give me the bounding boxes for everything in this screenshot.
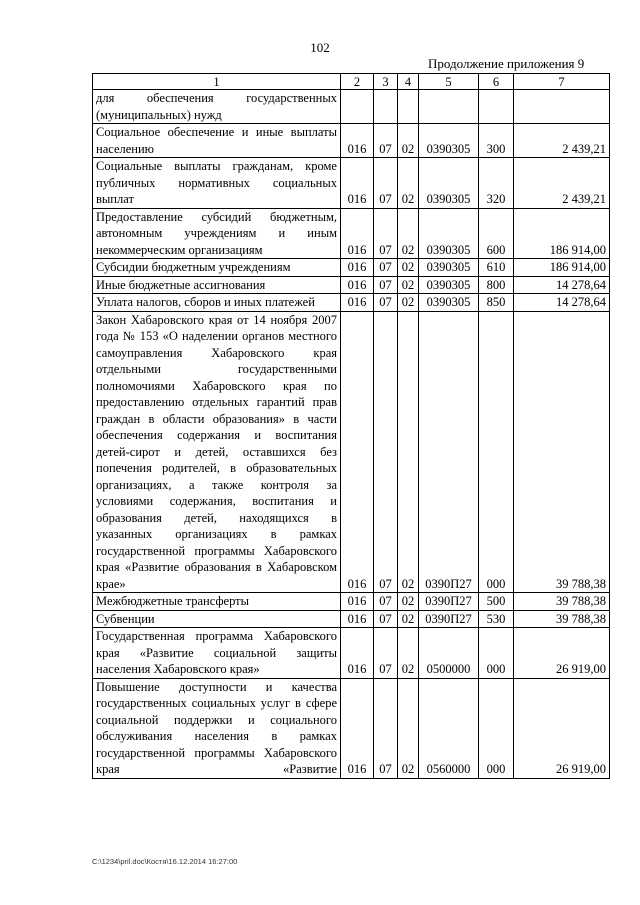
row-amount: 186 914,00 (514, 259, 610, 277)
header-col-3: 3 (374, 74, 398, 90)
table-row (93, 124, 610, 158)
table-row (93, 158, 610, 209)
row-section-code: 07 (374, 294, 398, 312)
row-subsection-code: 02 (398, 259, 419, 277)
row-subsection-code: 02 (398, 124, 419, 158)
row-section-code: 07 (374, 678, 398, 778)
row-target-article: 0390305 (419, 259, 479, 277)
row-subsection-code: 02 (398, 158, 419, 209)
row-section-code: 07 (374, 208, 398, 259)
row-ministry-code: 016 (341, 158, 374, 209)
row-description: Государственная программа Хабаровского края «Развитие социальной защиты населения Хабаровского края» (93, 628, 341, 679)
row-expense-type: 320 (479, 158, 514, 209)
budget-table (92, 73, 610, 779)
row-ministry-code: 016 (341, 311, 374, 593)
header-col-5: 5 (419, 74, 479, 90)
row-target-article: 0390П27 (419, 593, 479, 611)
row-subsection-code: 02 (398, 628, 419, 679)
row-expense-type: 850 (479, 294, 514, 312)
row-target-article: 0390305 (419, 276, 479, 294)
row-expense-type: 300 (479, 124, 514, 158)
row-target-article: 0390305 (419, 158, 479, 209)
row-amount: 26 919,00 (514, 628, 610, 679)
header-col-2: 2 (341, 74, 374, 90)
row-target-article (419, 90, 479, 124)
row-section-code: 07 (374, 158, 398, 209)
row-ministry-code (341, 90, 374, 124)
row-description: Уплата налогов, сборов и иных платежей (93, 294, 341, 312)
row-expense-type: 500 (479, 593, 514, 611)
row-expense-type: 000 (479, 628, 514, 679)
row-expense-type: 000 (479, 311, 514, 593)
row-ministry-code: 016 (341, 276, 374, 294)
row-subsection-code: 02 (398, 610, 419, 628)
row-target-article: 0390305 (419, 208, 479, 259)
row-amount: 26 919,00 (514, 678, 610, 778)
table-row (93, 610, 610, 628)
table-row (93, 259, 610, 277)
row-ministry-code: 016 (341, 208, 374, 259)
row-section-code: 07 (374, 311, 398, 593)
row-description: Предоставление субсидий бюджетным, автономным учреждениям и иным некоммерческим организациям (93, 208, 341, 259)
row-ministry-code: 016 (341, 593, 374, 611)
row-expense-type: 600 (479, 208, 514, 259)
table-row (93, 628, 610, 679)
file-path-footer: C:\1234\pril.doc\Костя\16.12.2014 16:27:00 (92, 857, 238, 866)
row-subsection-code: 02 (398, 593, 419, 611)
row-description: Межбюджетные трансферты (93, 593, 341, 611)
header-col-7: 7 (514, 74, 610, 90)
row-section-code: 07 (374, 593, 398, 611)
row-description: для обеспечения государственных (муниципальных) нужд (93, 90, 341, 124)
row-expense-type: 610 (479, 259, 514, 277)
row-description: Повышение доступности и качества государственных социальных услуг в сфере социальной поддержки и социального обслуживания населения в рамках государственной программы Хабаровского края «Развитие (93, 678, 341, 778)
row-ministry-code: 016 (341, 610, 374, 628)
row-expense-type (479, 90, 514, 124)
row-amount: 39 788,38 (514, 610, 610, 628)
row-amount: 2 439,21 (514, 158, 610, 209)
row-description: Субсидии бюджетным учреждениям (93, 259, 341, 277)
row-target-article: 0390305 (419, 124, 479, 158)
row-section-code: 07 (374, 259, 398, 277)
row-ministry-code: 016 (341, 294, 374, 312)
header-row (93, 74, 610, 90)
row-amount: 186 914,00 (514, 208, 610, 259)
page-number: 102 (310, 40, 330, 55)
table-row (93, 593, 610, 611)
row-subsection-code: 02 (398, 294, 419, 312)
table-row (93, 294, 610, 312)
appendix-subtitle: Продолжение приложения 9 (428, 56, 585, 71)
row-section-code: 07 (374, 610, 398, 628)
header-col-6: 6 (479, 74, 514, 90)
table-row (93, 311, 610, 593)
row-amount: 39 788,38 (514, 593, 610, 611)
row-section-code: 07 (374, 628, 398, 679)
row-amount: 14 278,64 (514, 294, 610, 312)
row-ministry-code: 016 (341, 628, 374, 679)
row-subsection-code: 02 (398, 276, 419, 294)
row-target-article: 0390П27 (419, 311, 479, 593)
table-row (93, 276, 610, 294)
row-expense-type: 800 (479, 276, 514, 294)
row-subsection-code: 02 (398, 208, 419, 259)
row-description: Субвенции (93, 610, 341, 628)
row-amount: 14 278,64 (514, 276, 610, 294)
row-description: Социальные выплаты гражданам, кроме публичных нормативных социальных выплат (93, 158, 341, 209)
row-target-article: 0500000 (419, 628, 479, 679)
row-subsection-code (398, 90, 419, 124)
row-ministry-code: 016 (341, 124, 374, 158)
row-target-article: 0390305 (419, 294, 479, 312)
table-row (93, 208, 610, 259)
row-ministry-code: 016 (341, 259, 374, 277)
row-target-article: 0390П27 (419, 610, 479, 628)
row-description: Социальное обеспечение и иные выплаты населению (93, 124, 341, 158)
row-section-code: 07 (374, 276, 398, 294)
row-subsection-code: 02 (398, 678, 419, 778)
row-ministry-code: 016 (341, 678, 374, 778)
row-expense-type: 530 (479, 610, 514, 628)
row-description: Закон Хабаровского края от 14 ноября 2007 года № 153 «О наделении органов местного самоуправления Хабаровского края отдельными государственными полномочиями Хабаровского края по предоставлению отдельных гарантий прав граждан в области образования» в части обеспечения содержания и воспитания детей-сирот и детей, оставшихся без попечения родителей, в образовательных организациях, а также контроля за условиями содержания, воспитания и образования детей, находящихся в указанных организациях в рамках государственной программы Хабаровского края «Развитие образования в Хабаровском крае» (93, 311, 341, 593)
header-col-4: 4 (398, 74, 419, 90)
row-expense-type: 000 (479, 678, 514, 778)
row-description: Иные бюджетные ассигнования (93, 276, 341, 294)
table-row (93, 678, 610, 778)
table-row (93, 90, 610, 124)
header-col-1: 1 (93, 74, 341, 90)
row-amount: 39 788,38 (514, 311, 610, 593)
row-amount: 2 439,21 (514, 124, 610, 158)
row-section-code (374, 90, 398, 124)
row-target-article: 0560000 (419, 678, 479, 778)
row-section-code: 07 (374, 124, 398, 158)
row-amount (514, 90, 610, 124)
row-subsection-code: 02 (398, 311, 419, 593)
